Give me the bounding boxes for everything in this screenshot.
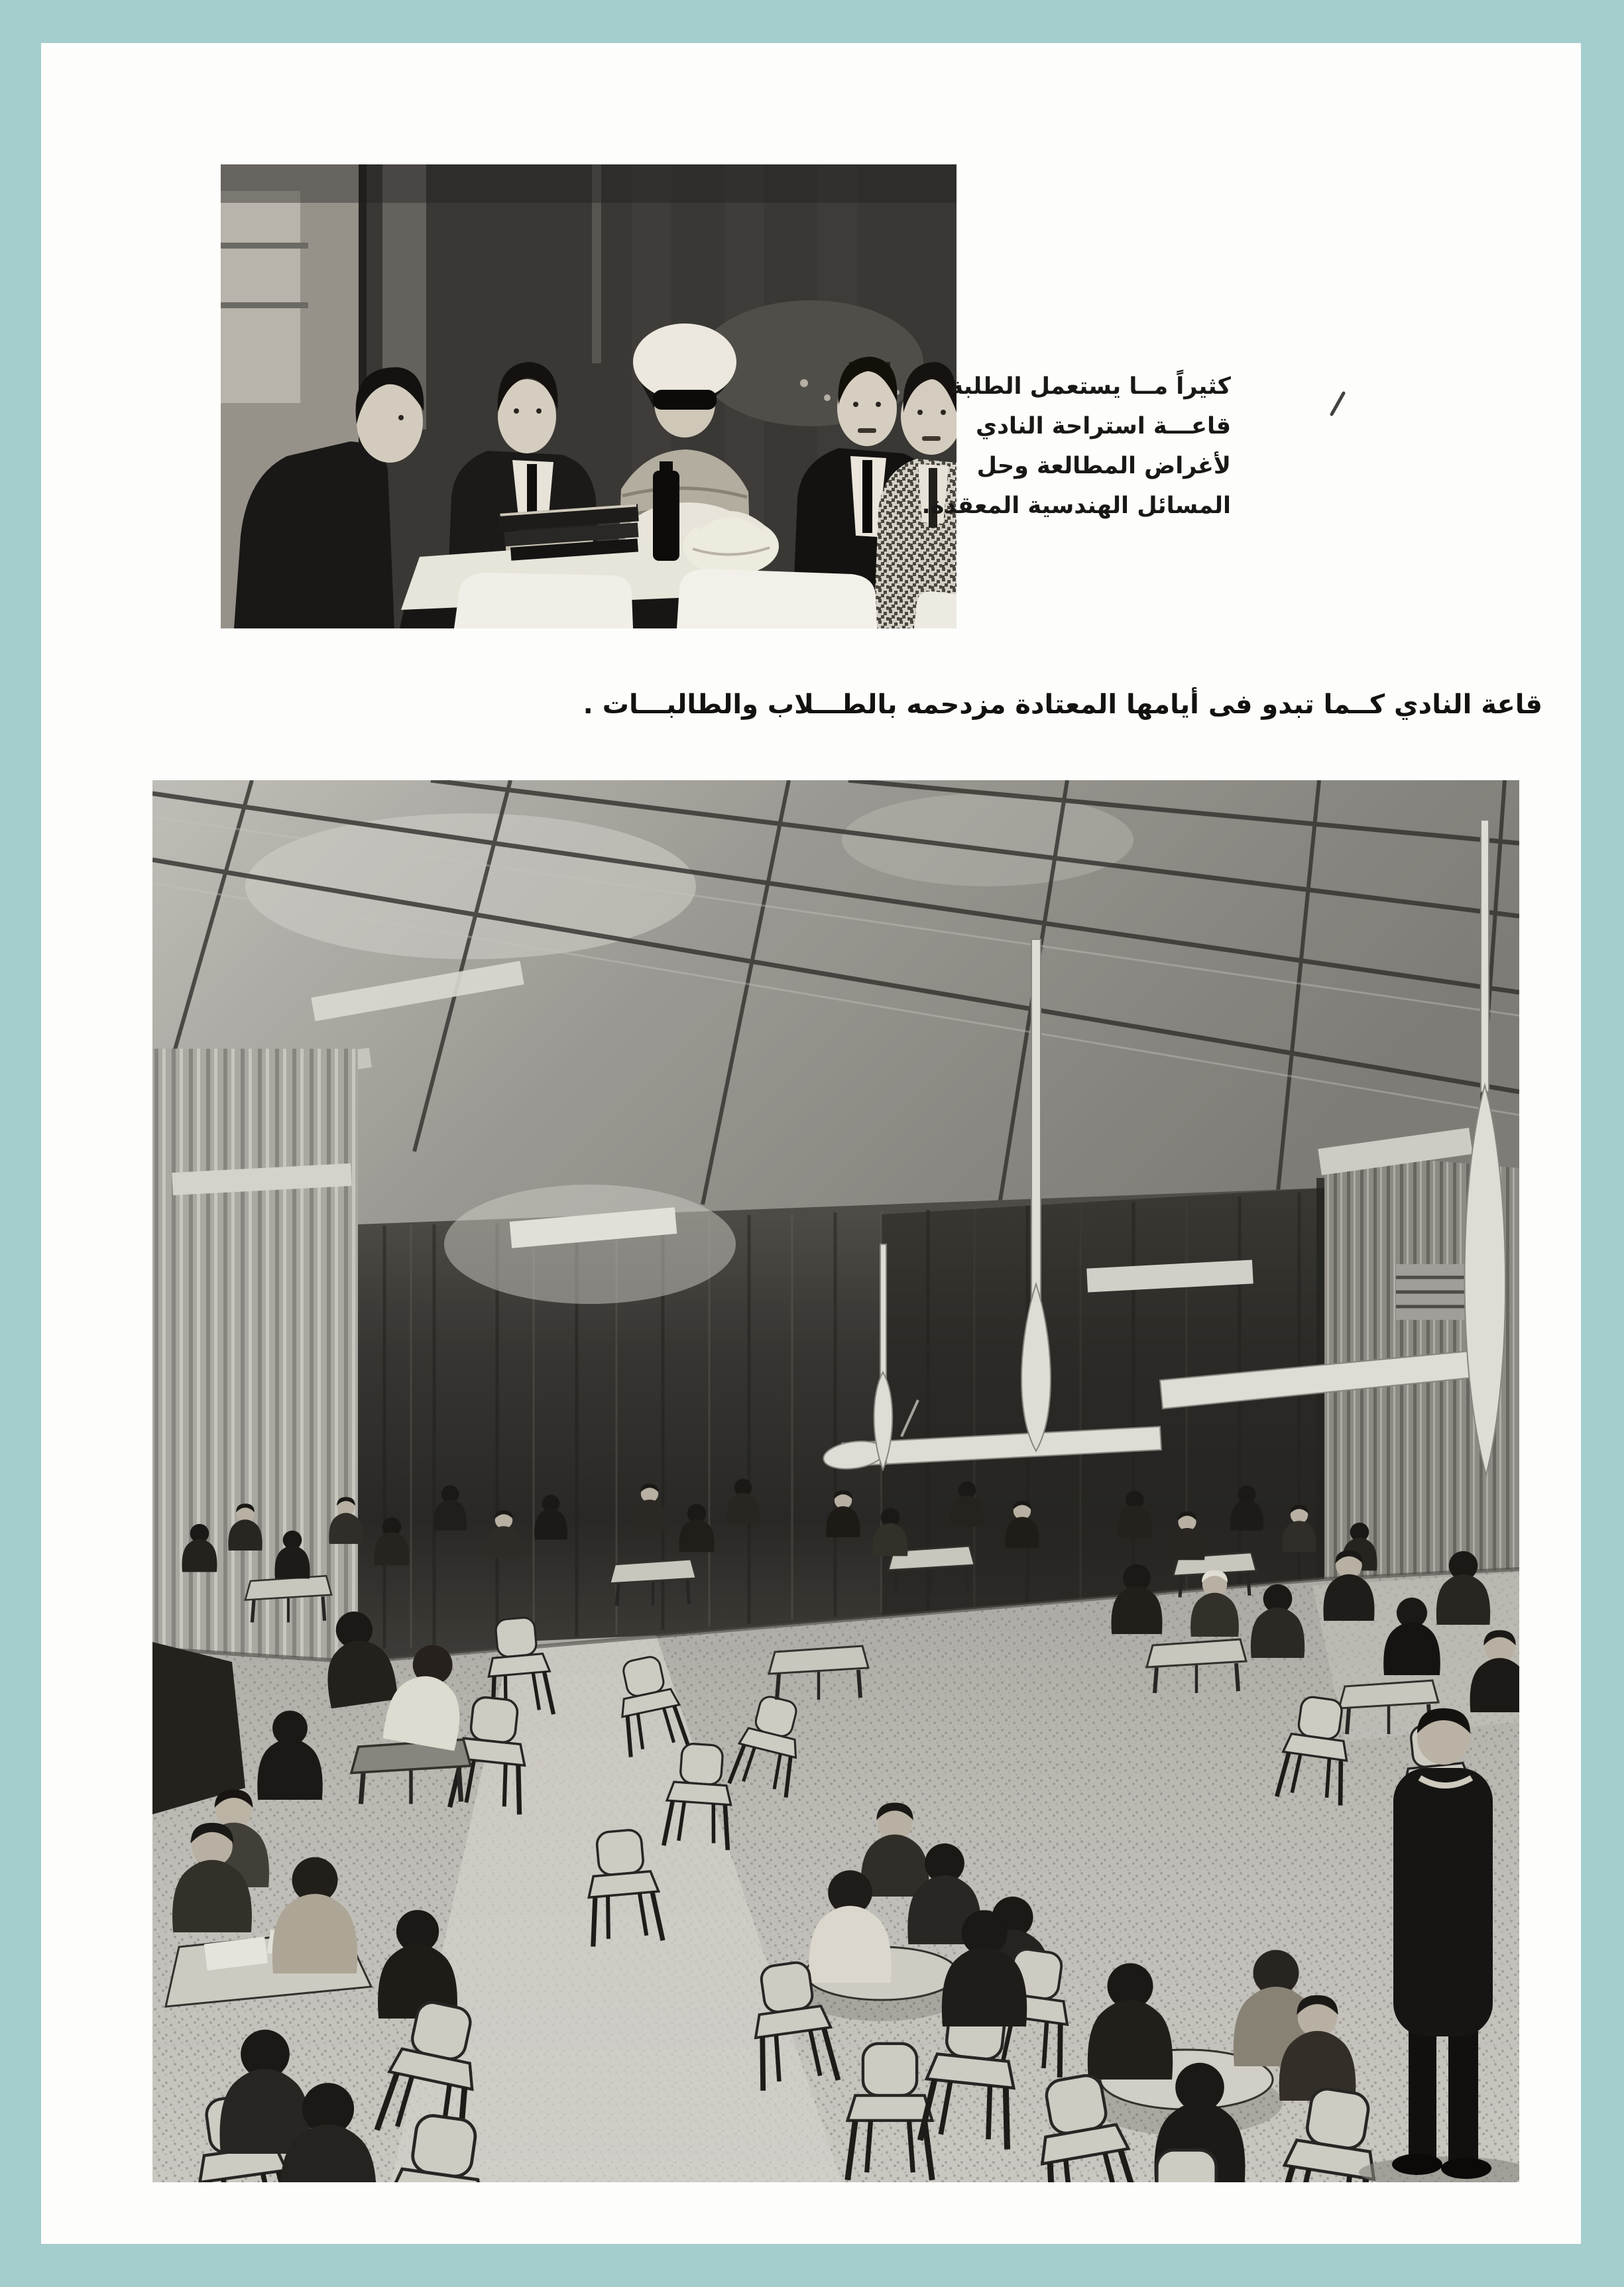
photo-club-hall (152, 780, 1519, 2182)
photo-students-at-club-table (221, 164, 957, 628)
pen-mark (1329, 390, 1346, 417)
side-caption-line-4: المسائل الهندسية المعقدة. (921, 493, 1231, 519)
side-caption-line-1: كثيراً مــا يستعمل الطلبة (949, 373, 1231, 400)
sunglasses (653, 390, 717, 410)
side-caption (921, 367, 1231, 526)
photo-tone-overlay (152, 780, 1519, 2182)
side-caption-line-2: قاعـــة استراحة النادي (976, 413, 1231, 440)
paper-sheet (41, 43, 1581, 2244)
side-caption-line-3: لأغراض المطالعة وحل (976, 453, 1231, 479)
books-stack (497, 504, 641, 561)
hall-caption: قاعة النادي كــما تبدو فى أيامها المعتادة مزدحمه بالطـــلاب والطالبـــات . (583, 689, 1542, 720)
photo-hall-illustration (152, 780, 1519, 2182)
photo-students-illustration (221, 164, 957, 628)
bottle (653, 471, 679, 561)
white-turban (633, 323, 736, 400)
